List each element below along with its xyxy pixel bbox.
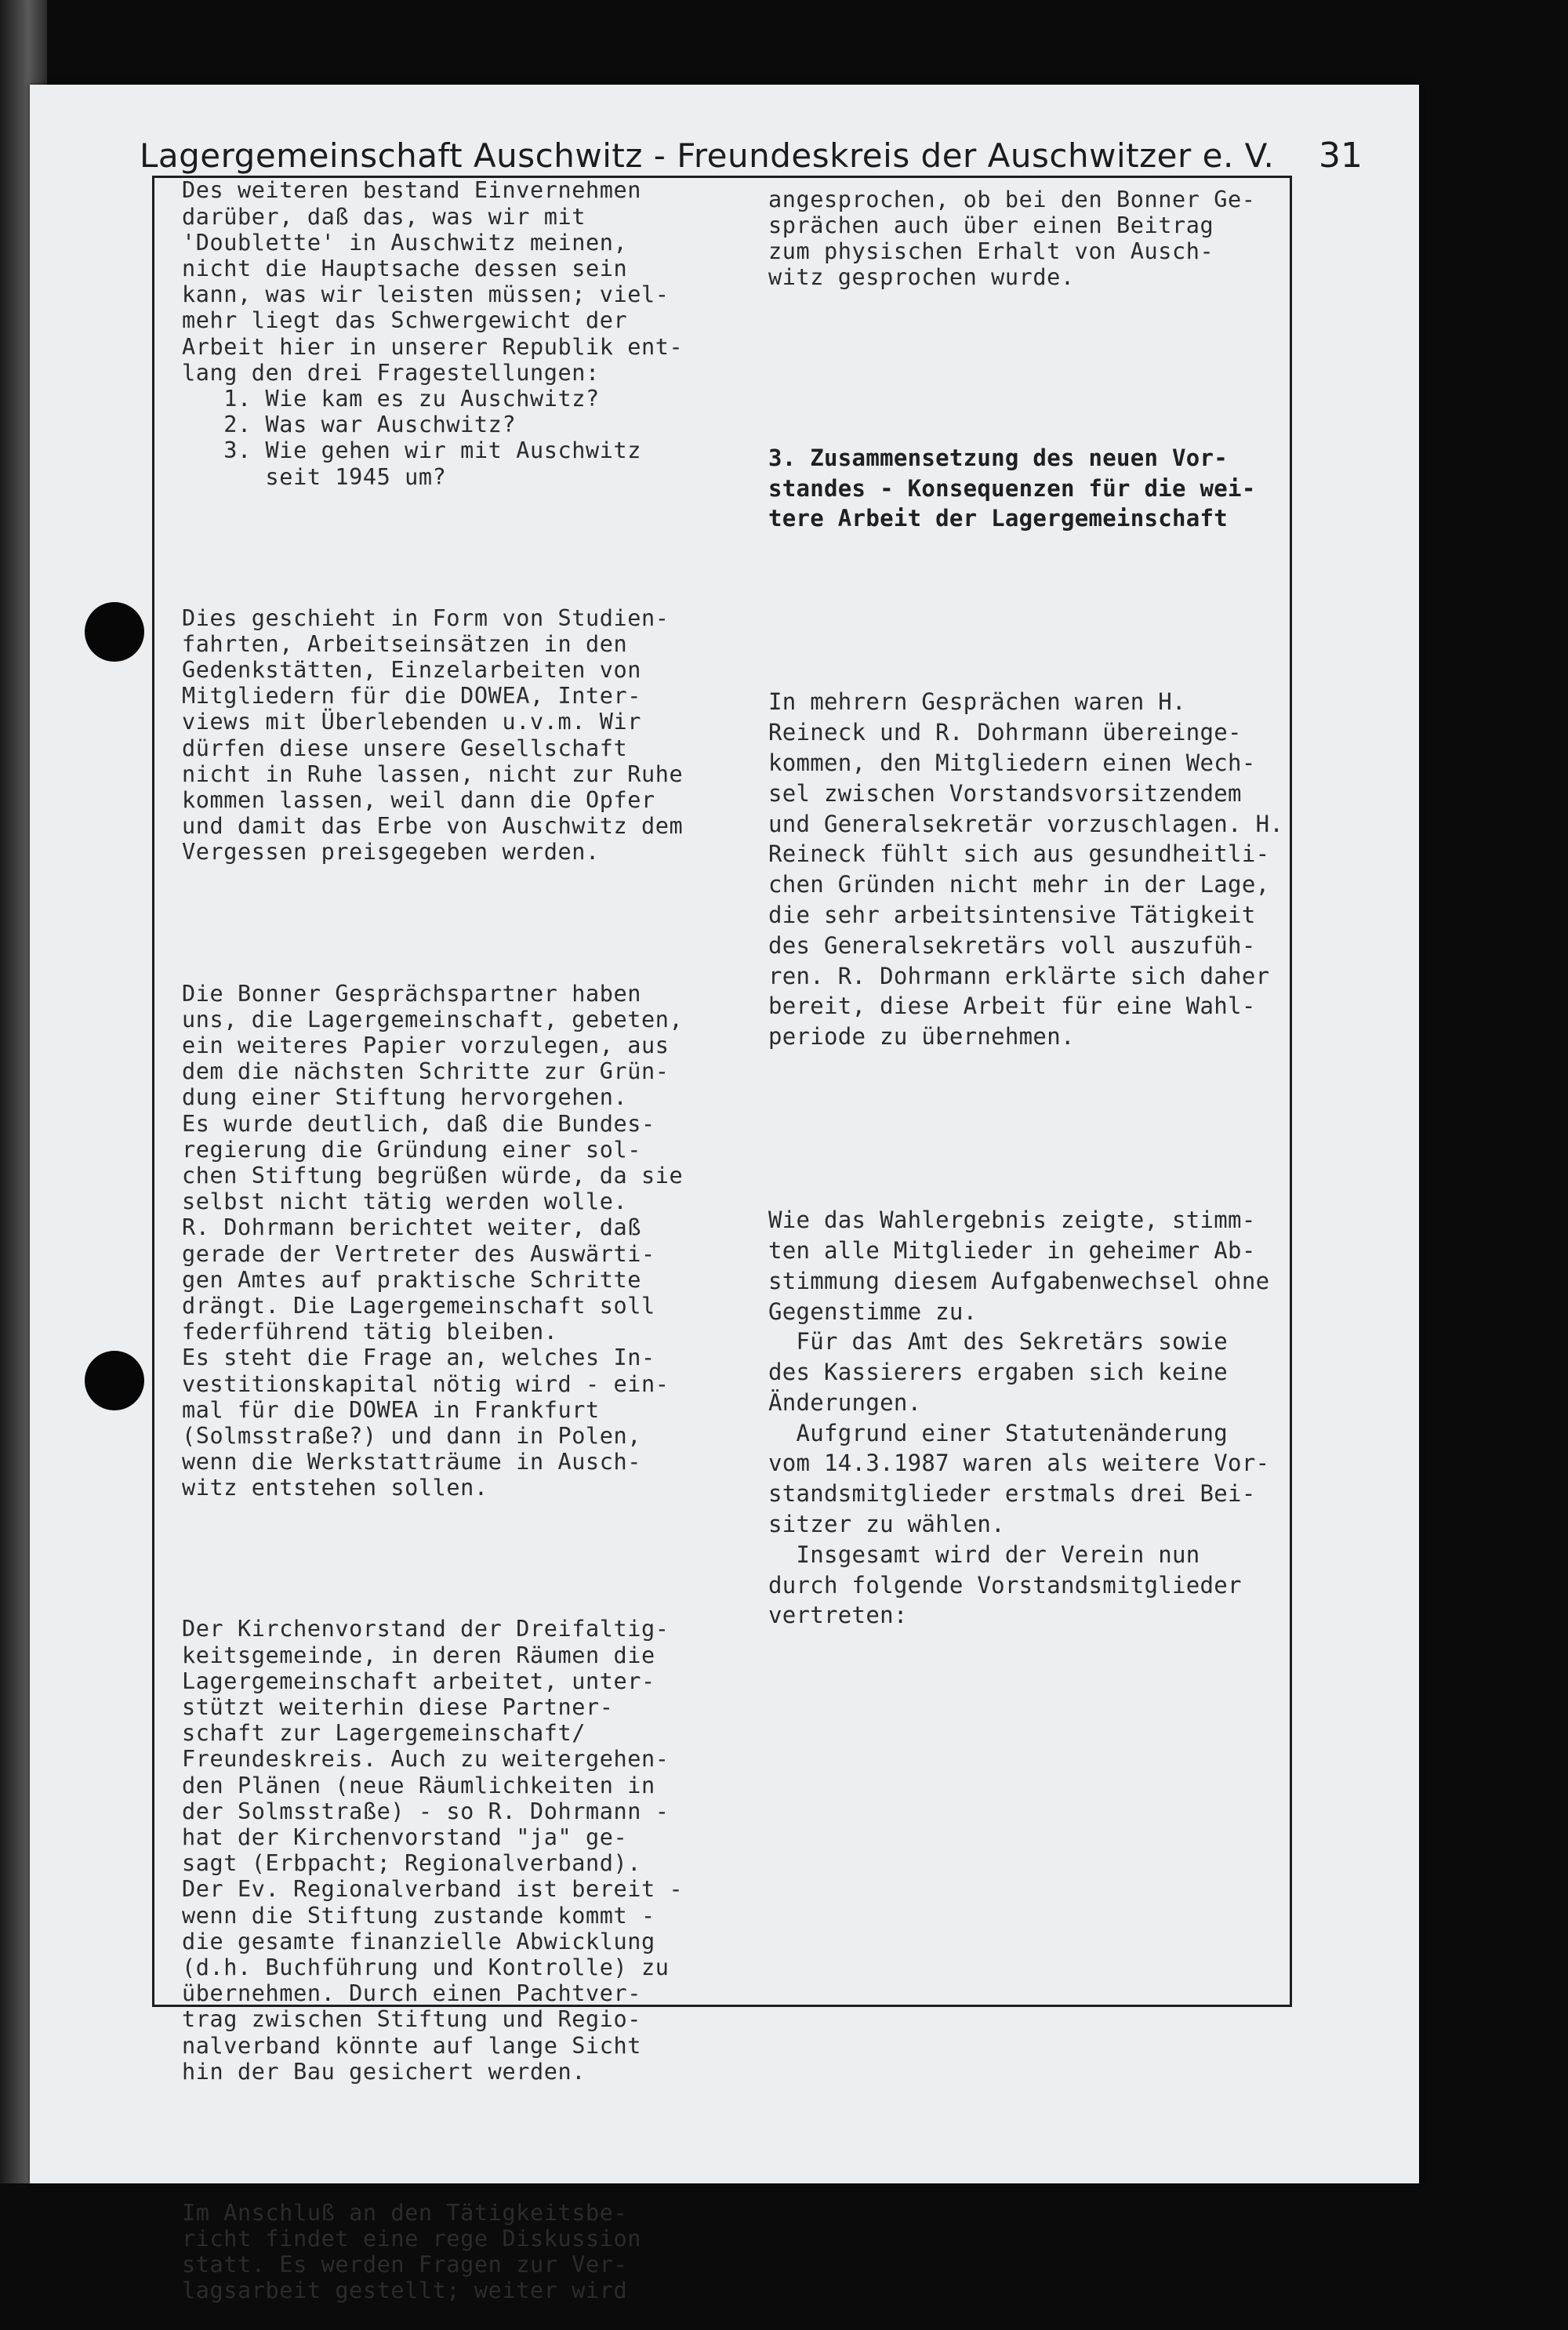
right-paragraph-1: angesprochen, ob bei den Bonner Ge- sprächen auch über einen Beitrag zum physischen Erhalt von Ausch- witz gesprochen wurde.	[768, 186, 1256, 290]
punch-hole	[85, 602, 144, 662]
punch-hole	[85, 1351, 144, 1410]
left-paragraph-5: Im Anschluß an den Tätigkeitsbe- richt findet eine rege Diskussion statt. Es werden Fragen zur Ver- lagsarbeit gestellt; weiter wird	[182, 2199, 642, 2304]
left-paragraph-2: Dies geschieht in Form von Studien- fahrten, Arbeitseinsätzen in den Gedenkstätten, Einzelarbeiten von Mitgliedern für die DOWEA, Inter- views mit Überlebenden u.v.m. Wir dürfen diese unsere Gesellschaft nicht in Ruhe lassen, nicht zur Ruhe kommen lassen, weil dann die Opfer und damit das Erbe von Auschwitz dem Vergessen preisgegeben werden.	[182, 604, 684, 866]
header-title: Lagergemeinschaft Auschwitz - Freundeskreis der Auschwitzer e. V.	[140, 136, 1275, 175]
left-paragraph-1: Des weiteren bestand Einvernehmen darüber, daß das, was wir mit 'Doublette' in Auschwitz meinen, nicht die Hauptsache dessen sein kann, was wir leisten müssen; viel- mehr liegt das Schwergewicht der Arbeit hier in unserer Republik ent- lang den drei Fragestellungen: 1. Wie kam es zu Auschwitz? 2. Was war Auschwitz? 3. Wie gehen wir mit Auschwitz seit 1945 um?	[182, 177, 684, 490]
right-column	[768, 125, 1309, 1661]
right-paragraph-2: In mehrern Gesprächen waren H. Reineck und R. Dohrmann übereinge- kommen, den Mitgliedern einen Wech- sel zwischen Vorstandsvorsitzendem und Generalsekretär vorzuschlagen. H. Reineck fühlt sich aus gesundheitli- chen Gründen nicht mehr in der Lage, die sehr arbeitsintensive Tätigkeit des Generalsekretärs voll auszufüh- ren. R. Dohrmann erklärte sich daher bereit, diese Arbeit für eine Wahl- periode zu übernehmen.	[768, 688, 1284, 1051]
right-paragraph-3: Wie das Wahlergebnis zeigte, stimm- ten alle Mitglieder in geheimer Ab- stimmung diesem Aufgabenwechsel ohne Gegenstimme zu. Für das Amt des Sekretärs sowie des Kassierers ergaben sich keine Änderungen. Aufgrund einer Statutenänderung vom 14.3.1987 waren als weitere Vor- standsmitglieder erstmals drei Bei- sitzer zu wählen. Insgesamt wird der Verein nun durch folgende Vorstandsmitglieder vertreten:	[768, 1207, 1270, 1629]
left-paragraph-3: Die Bonner Gesprächspartner haben uns, die Lagergemeinschaft, gebeten, ein weiteres Papier vorzulegen, aus dem die nächsten Schritte zur Grün- dung einer Stiftung hervorgehen. Es wurde deutlich, daß die Bundes- regierung die Gründung einer sol- chen Stiftung begrüßen würde, da sie selbst nicht tätig werden wolle. R. Dohrmann berichtet weiter, daß gerade der Vertreter des Auswärti- gen Amtes auf praktische Schritte drängt. Die Lagergemeinschaft soll federführend tätig bleiben. Es steht die Frage an, welches In- vestitionskapital nötig wird - ein- mal für die DOWEA in Frankfurt (Solmsstraße?) und dann in Polen, wenn die Werkstatträume in Ausch- witz entstehen sollen.	[182, 980, 684, 1501]
left-paragraph-4: Der Kirchenvorstand der Dreifaltig- keitsgemeinde, in deren Räumen die Lagergemeinschaft arbeitet, unter- stützt weiterhin diese Partner- schaft zur Lagergemeinschaft/ Freundeskreis. Auch zu weitergehen- den Plänen (neue Räumlichkeiten in der Solmsstraße) - so R. Dohrmann - hat der Kirchenvorstand "ja" ge- sagt (Erbpacht; Regionalverband). Der Ev. Regionalverband ist bereit - wenn die Stiftung zustande kommt - die gesamte finanzielle Abwicklung (d.h. Buchführung und Kontrolle) zu übernehmen. Durch einen Pachtver- trag zwischen Stiftung und Regio- nalverband könnte auf lange Sicht hin der Bau gesichert werden.	[182, 1616, 684, 2085]
left-column	[182, 125, 754, 2330]
page-number: 31	[1319, 136, 1363, 176]
section-heading: 3. Zusammensetzung des neuen Vor- standes - Konsequenzen für die wei- tere Arbeit der Lagergemeinschaft	[768, 444, 1256, 532]
